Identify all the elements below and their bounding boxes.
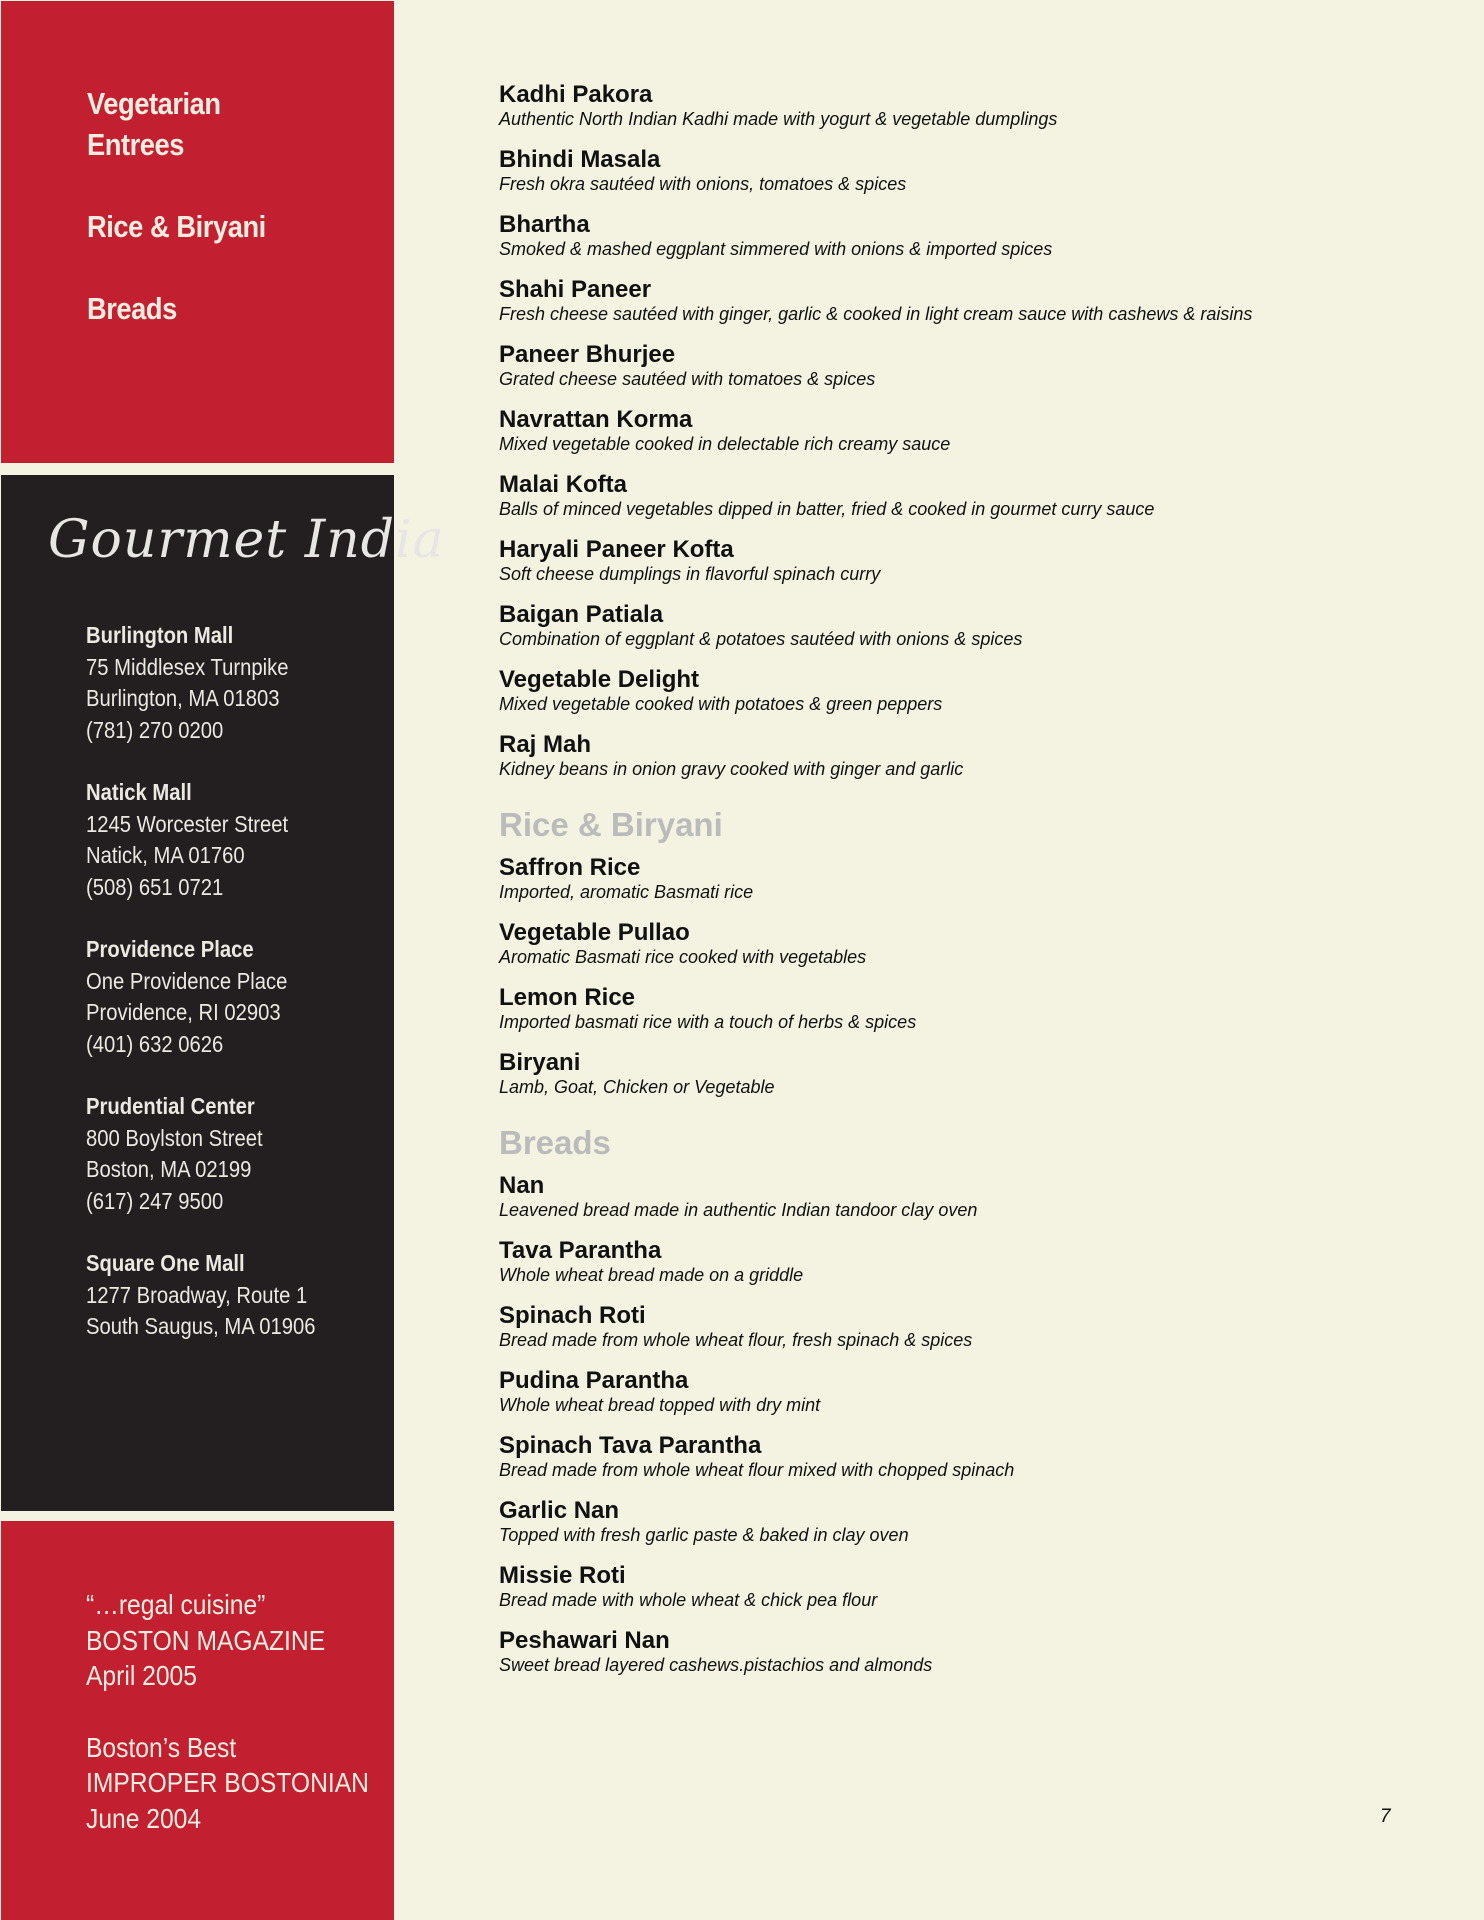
menu-item [499,1628,1399,1677]
menu-item [499,82,1399,131]
menu-item [499,342,1399,391]
menu-item-description: Grated cheese sautéed with tomatoes & spices [499,369,876,389]
section-nav-panel [1,1,394,463]
menu-item [499,1303,1399,1352]
press-quote-line: April 2005 [86,1660,197,1691]
menu-item-name: Spinach Roti [499,1302,646,1329]
menu-item [499,537,1399,586]
menu-item-description: Fresh okra sautéed with onions, tomatoes & spices [499,174,907,194]
menu-item [499,472,1399,521]
menu-item [499,1050,1399,1099]
gourmet-india-logo [48,510,445,590]
press-quote-line: IMPROPER BOSTONIAN [86,1767,369,1798]
menu-item-name: Garlic Nan [499,1497,620,1524]
location [86,934,386,1060]
menu-item [499,667,1399,716]
menu-item-description: Lamb, Goat, Chicken or Vegetable [499,1077,775,1097]
menu-item [499,147,1399,196]
menu-item-description: Kidney beans in onion gravy cooked with ginger and garlic [499,759,964,779]
menu-item-name: Vegetable Pullao [499,919,690,946]
menu-item-name: Haryali Paneer Kofta [499,536,734,563]
menu-item-name: Biryani [499,1049,581,1076]
menu-item-name: Malai Kofta [499,471,628,498]
location-address-line: South Saugus, MA 01906 [86,1313,316,1339]
section-heading: Breads [499,1124,611,1161]
nav-item-label: Rice & Biryani [87,209,266,244]
location-address-line: Natick, MA 01760 [86,842,245,868]
menu-item-description: Bread made with whole wheat & chick pea flour [499,1590,878,1610]
press-quote [86,1587,386,1694]
press-quote-line: June 2004 [86,1802,202,1834]
menu-item-description: Smoked & mashed eggplant simmered with onions & imported spices [499,239,1053,259]
press-quote-line: Boston’s Best [86,1731,237,1763]
menu-item-description: Topped with fresh garlic paste & baked in clay oven [499,1525,909,1545]
menu-item-description: Bread made from whole wheat flour, fresh spinach & spices [499,1330,973,1350]
menu-item [499,1433,1399,1482]
location [86,777,386,903]
location-name: Burlington Mall [86,622,234,648]
menu-item-name: Baigan Patiala [499,601,664,628]
press-quotes [86,1587,386,1872]
menu-item-description: Mixed vegetable cooked in delectable rich creamy sauce [499,434,951,454]
menu-section [499,1123,1399,1677]
menu-item-name: Navrattan Korma [499,406,693,433]
menu-item-description: Balls of minced vegetables dipped in batter, fried & cooked in gourmet curry sauce [499,499,1155,519]
menu-item [499,602,1399,651]
menu-item-description: Fresh cheese sautéed with ginger, garlic & cooked in light cream sauce with cashews & raisins [499,304,1253,324]
location-name: Natick Mall [86,779,192,805]
menu-item [499,920,1399,969]
menu-item [499,277,1399,326]
location-address-line: One Providence Place [86,967,288,994]
menu-item-description: Combination of eggplant & potatoes sautéed with onions & spices [499,629,1023,649]
menu-item-description: Mixed vegetable cooked with potatoes & green peppers [499,694,943,714]
menu-section [499,805,1399,1099]
location-name: Prudential Center [86,1093,255,1119]
menu-item-name: Paneer Bhurjee [499,341,676,368]
location-address-line: Burlington, MA 01803 [86,685,280,711]
sidebar [0,0,445,1920]
menu-item [499,1368,1399,1417]
section-nav [87,83,387,370]
section-heading: Rice & Biryani [499,806,723,843]
menu-item-description: Imported, aromatic Basmati rice [499,882,754,902]
menu-section [499,82,1399,781]
nav-item-label: Entrees [87,127,185,162]
menu-item-name: Bhindi Masala [499,146,661,173]
menu-item [499,1498,1399,1547]
nav-item-label: Breads [87,291,177,326]
menu-item-name: Bhartha [499,211,590,238]
menu-item-description: Leavened bread made in authentic Indian tandoor clay oven [499,1200,978,1220]
location-address-line: 800 Boylston Street [86,1124,263,1151]
page-number: 7 [1380,1806,1391,1827]
menu-item [499,1563,1399,1612]
menu-item [499,1238,1399,1287]
location-address-line: Providence, RI 02903 [86,999,281,1025]
menu-item-description: Authentic North Indian Kadhi made with yogurt & vegetable dumplings [499,109,1058,129]
menu-item-description: Sweet bread layered cashews.pistachios and almonds [499,1655,933,1675]
press-quote [86,1730,386,1837]
menu-item [499,212,1399,261]
location [86,1091,386,1217]
menu-item [499,985,1399,1034]
location-phone: (508) 651 0721 [86,873,224,900]
menu-item-name: Nan [499,1172,545,1199]
menu-item-name: Vegetable Delight [499,666,700,693]
location-address-line: 75 Middlesex Turnpike [86,653,289,680]
menu-item-description: Imported basmati rice with a touch of herbs & spices [499,1012,917,1032]
menu-item-name: Saffron Rice [499,854,641,881]
menu-item-name: Peshawari Nan [499,1627,670,1654]
location-name: Providence Place [86,936,254,962]
nav-item[interactable] [87,83,351,165]
press-quote-line: BOSTON MAGAZINE [86,1624,326,1656]
location-phone: (781) 270 0200 [86,716,224,743]
menu-item-description: Soft cheese dumplings in flavorful spinach curry [499,564,881,584]
location-address-line: Boston, MA 02199 [86,1156,252,1182]
menu-item-description: Bread made from whole wheat flour mixed with chopped spinach [499,1460,1015,1480]
location-name: Square One Mall [86,1250,245,1276]
menu-item-name: Raj Mah [499,731,592,758]
menu-item-description: Aromatic Basmati rice cooked with vegetables [499,947,867,967]
location [86,1248,386,1343]
location-phone: (401) 632 0626 [86,1030,224,1057]
menu-item-name: Missie Roti [499,1562,626,1589]
locations-list [86,620,386,1374]
menu-item [499,855,1399,904]
location-phone: (617) 247 9500 [86,1187,224,1214]
logo-text: Gourmet India [48,510,445,570]
menu-item-description: Whole wheat bread made on a griddle [499,1265,804,1285]
menu-item-name: Shahi Paneer [499,276,652,303]
nav-item-label: Vegetarian [87,86,221,121]
menu-item-description: Whole wheat bread topped with dry mint [499,1395,821,1415]
menu-item-name: Lemon Rice [499,984,636,1011]
menu-item-name: Tava Parantha [499,1237,662,1264]
nav-item[interactable] [87,206,351,247]
press-quote-line: “…regal cuisine” [86,1589,266,1620]
menu-item [499,407,1399,456]
location-address-line: 1277 Broadway, Route 1 [86,1281,308,1308]
menu-item-name: Kadhi Pakora [499,81,653,108]
menu-item [499,732,1399,781]
menu-content [499,82,1399,1693]
nav-item[interactable] [87,288,351,329]
location [86,620,386,746]
location-address-line: 1245 Worcester Street [86,810,289,837]
menu-item-name: Spinach Tava Parantha [499,1432,762,1459]
menu-item-name: Pudina Parantha [499,1367,689,1394]
menu-item [499,1173,1399,1222]
